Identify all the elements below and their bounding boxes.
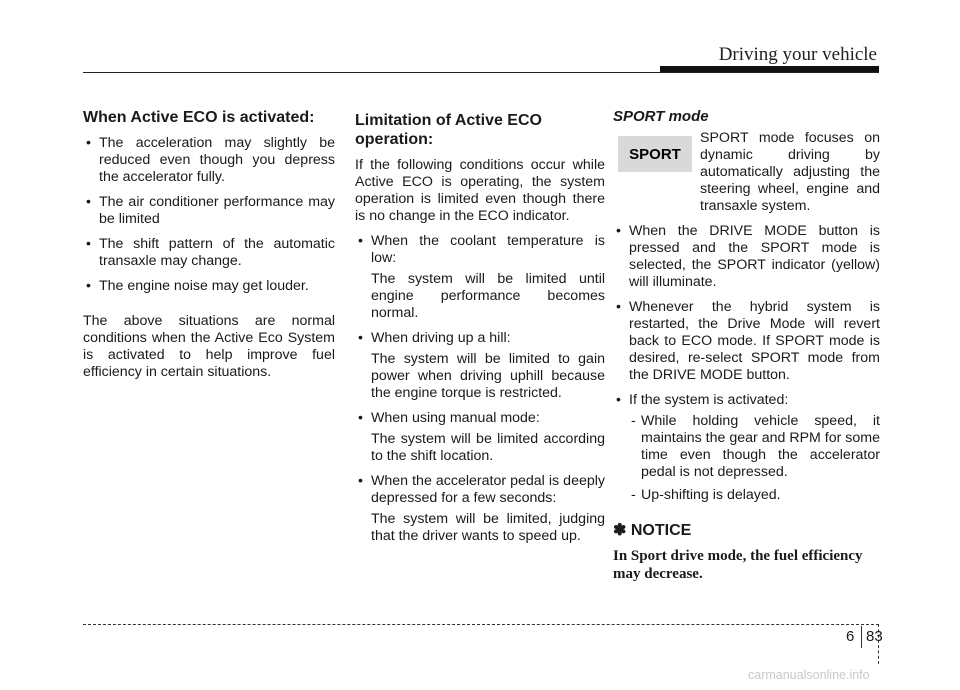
list-item-detail: The system will be limited according to the shift location. [371, 431, 605, 464]
list-item-label: • If the system is activated: [629, 392, 789, 408]
list-item: • The air conditioner performance may be limited [83, 194, 335, 228]
list-item-detail: The system will be limited to gain power when driving uphill because the engine torque is restricted. [371, 351, 605, 401]
sport-intro [613, 130, 880, 215]
list-item: • The shift pattern of the automatic transaxle may change. [83, 236, 335, 270]
list-item: • When the DRIVE MODE button is pressed and the SPORT mode is selected, the SPORT indicator (yellow) will illuminate. [613, 223, 880, 291]
body-paragraph: The above situations are normal conditions when the Active Eco System is activated to help improve fuel efficiency in certain situations. [83, 313, 335, 380]
list-item [355, 330, 605, 402]
list-item: • The acceleration may slightly be reduced even though you depress the accelerator fully. [83, 135, 335, 186]
footer-rule [83, 624, 879, 625]
list-item [613, 392, 880, 409]
column-active-eco [83, 108, 335, 381]
running-header: Driving your vehicle [718, 44, 877, 65]
section-heading: SPORT mode [613, 108, 709, 125]
notice-heading [613, 522, 880, 539]
list-item: - While holding vehicle speed, it maintains the gear and RPM for some time even though the accelerator pedal is not depressed. [613, 413, 880, 481]
header-rule-accent [660, 66, 879, 72]
body-paragraph: SPORT mode focuses on dynamic driving by automatically adjusting the steering wheel, engine and transaxle system. [700, 130, 880, 214]
column-limitation [355, 108, 605, 553]
notice-text: In Sport drive mode, the fuel efficiency may decrease. [613, 548, 863, 582]
section-heading: Limitation of Active ECO operation: [355, 112, 542, 148]
dash-list [613, 413, 880, 504]
section-number: 6 [846, 628, 855, 645]
list-item [355, 410, 605, 465]
list-item-detail: The system will be limited, judging that the driver wants to speed up. [371, 511, 605, 544]
list-item-label: • When the accelerator pedal is deeply depressed for a few seconds: [371, 473, 605, 506]
list-item-label: • When using manual mode: [371, 410, 540, 426]
bullet-list [355, 233, 605, 545]
list-item: • Whenever the hybrid system is restarted, the Drive Mode will revert back to ECO mode. If SPORT mode is desired, re-select SPORT mode from the DRIVE MODE button. [613, 299, 880, 384]
list-item: - Up-shifting is delayed. [613, 487, 880, 504]
list-item-detail: The system will be limited until engine performance becomes normal. [371, 271, 605, 321]
watermark: carmanualsonline.info [748, 668, 870, 682]
list-item-label: • When the coolant temperature is low: [371, 233, 605, 266]
section-heading: When Active ECO is activated: [83, 109, 315, 126]
list-item [355, 473, 605, 545]
bullet-list [613, 223, 880, 409]
page-number: 83 [866, 628, 883, 645]
sport-indicator-icon: SPORT [618, 136, 692, 172]
notice-star-icon: ✽ [613, 522, 627, 539]
notice-title: NOTICE [630, 522, 692, 539]
list-item [355, 233, 605, 322]
bullet-list [83, 135, 335, 295]
page-number-divider [861, 626, 862, 648]
column-sport-mode [613, 108, 880, 583]
list-item: • The engine noise may get louder. [83, 278, 335, 295]
body-paragraph: If the following conditions occur while Active ECO is operating, the system operation is limited even though there is no change in the ECO indicator. [355, 157, 605, 224]
header-rule [83, 72, 879, 73]
list-item-label: • When driving up a hill: [371, 330, 511, 346]
